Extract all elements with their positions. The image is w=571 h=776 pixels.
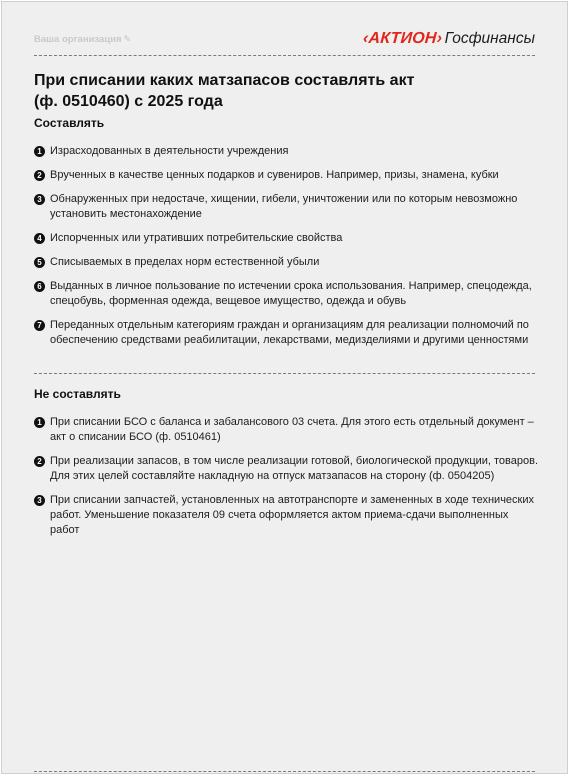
list-item xyxy=(34,144,539,159)
number-badge: 1 xyxy=(34,417,45,428)
document-page xyxy=(1,1,568,774)
number-badge: 6 xyxy=(34,281,45,292)
item-text: При списании БСО с баланса и забалансового 03 счета. Для этого есть отдельный документ – акт о списании БСО (ф. 0510461) xyxy=(50,416,534,443)
compose-list xyxy=(34,144,539,348)
number-badge: 3 xyxy=(34,194,45,205)
list-item xyxy=(34,415,539,445)
number-badge: 1 xyxy=(34,146,45,157)
number-badge: 7 xyxy=(34,320,45,331)
brand-name: Госфинансы xyxy=(444,30,535,47)
number-badge: 5 xyxy=(34,257,45,268)
number-badge: 2 xyxy=(34,456,45,467)
page-title xyxy=(34,70,535,112)
number-badge: 3 xyxy=(34,495,45,506)
page-bottom-divider xyxy=(34,771,535,772)
pencil-icon: ✎ xyxy=(123,34,132,44)
item-text: Израсходованных в деятельности учреждения xyxy=(50,145,289,157)
list-item xyxy=(34,454,539,484)
section-heading-do-not-compose: Не составлять xyxy=(34,387,121,401)
section-divider xyxy=(34,373,535,374)
do-not-compose-list xyxy=(34,415,539,538)
list-item xyxy=(34,168,539,183)
item-text: Выданных в личное пользование по истечении срока использования. Например, спецодежда, спецобувь, форменная одежда, вещевое имущество, одежда и обувь xyxy=(50,280,532,307)
list-item xyxy=(34,255,539,270)
organization-field[interactable] xyxy=(34,34,131,45)
item-text: Переданных отдельным категориям граждан и организациям для реализации полномочий по обеспечению средствами реабилитации, лекарствами, медизделиями и другими ценностями xyxy=(50,319,529,346)
item-text: При списании запчастей, установленных на автотранспорте и замененных в ходе технических работ. Уменьшение показателя 09 счета оформляется актом приема-сдачи выполненных работ xyxy=(50,494,535,536)
brand-logo xyxy=(363,30,535,48)
list-item xyxy=(34,192,539,222)
list-item xyxy=(34,279,539,309)
item-text: Врученных в качестве ценных подарков и сувениров. Например, призы, знамена, кубки xyxy=(50,169,499,181)
brand-aktion: ‹АКТИОН› xyxy=(361,30,443,47)
title-line-1: При списании каких матзапасов составлять акт xyxy=(34,72,415,89)
item-text: При реализации запасов, в том числе реализации готовой, биологической продукции, товаров. Для этих целей составляйте накладную на отпуск матзапасов на сторону (ф. 0504205) xyxy=(50,455,539,482)
number-badge: 4 xyxy=(34,233,45,244)
list-item xyxy=(34,318,539,348)
page-header xyxy=(34,28,535,56)
item-text: Испорченных или утративших потребительские свойства xyxy=(50,232,343,244)
list-item xyxy=(34,231,539,246)
organization-placeholder: Ваша организация xyxy=(34,34,122,45)
title-line-2: (ф. 0510460) с 2025 года xyxy=(34,93,223,110)
item-text: Обнаруженных при недостаче, хищении, гибели, уничтожении или по которым невозможно установить местонахождение xyxy=(50,193,518,220)
item-text: Списываемых в пределах норм естественной убыли xyxy=(50,256,320,268)
number-badge: 2 xyxy=(34,170,45,181)
section-heading-compose: Составлять xyxy=(34,116,105,130)
list-item xyxy=(34,493,539,538)
